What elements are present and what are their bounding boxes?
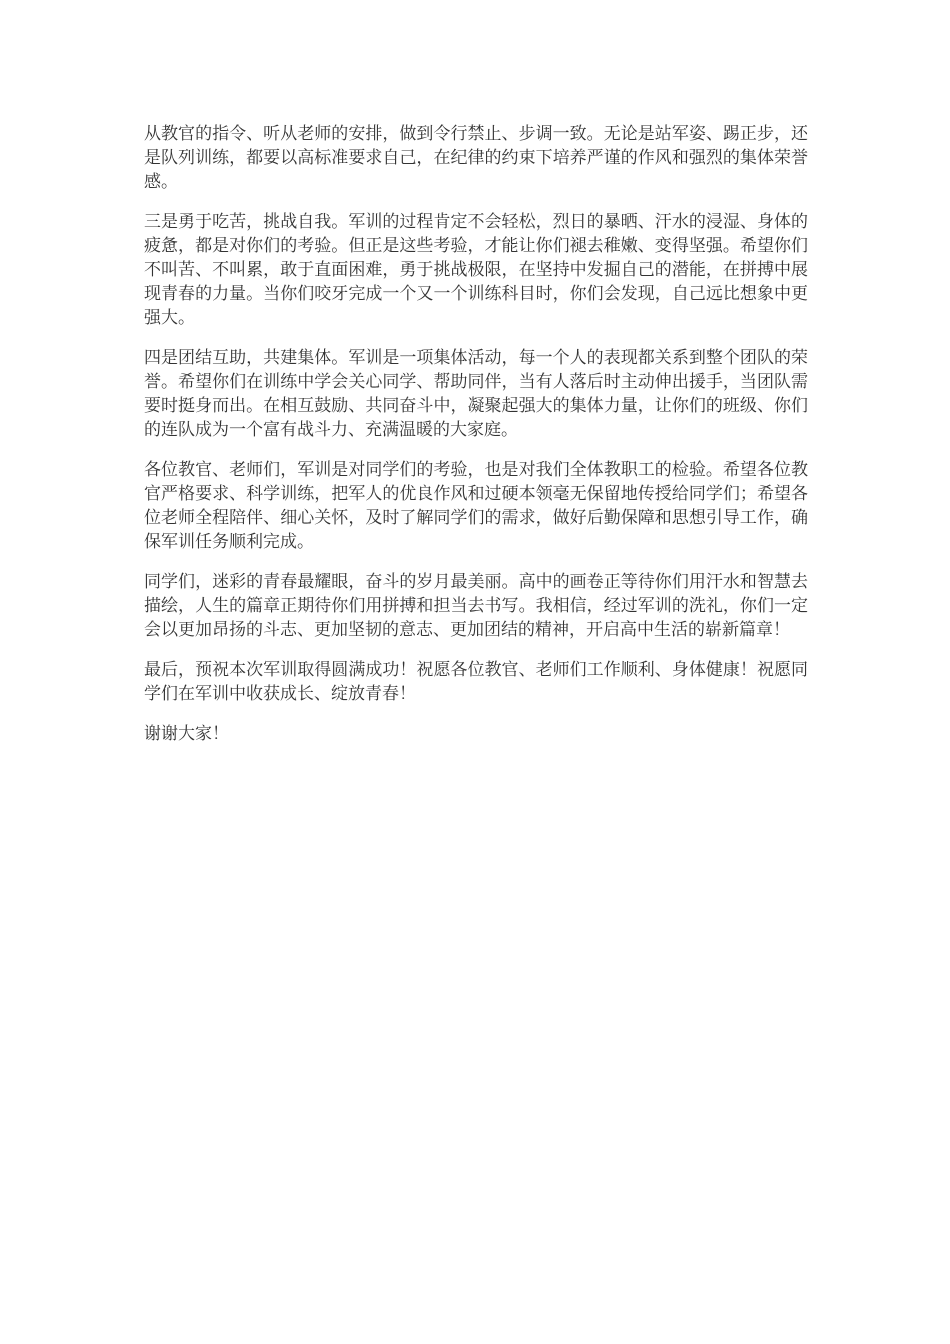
- paragraph-closing-wishes: 最后，预祝本次军训取得圆满成功！祝愿各位教官、老师们工作顺利、身体健康！祝愿同学们在军训中收获成长、绽放青春！: [144, 660, 808, 704]
- paragraph-students-encouragement: 同学们，迷彩的青春最耀眼，奋斗的岁月最美丽。高中的画卷正等待你们用汗水和智慧去描绘，人生的篇章正期待你们用拼搏和担当去书写。我相信，经过军训的洗礼，你们一定会以更加昂扬的斗志、更加坚韧的意志、更加团结的精神，开启高中生活的崭新篇章！: [144, 572, 808, 640]
- paragraph-teamwork: 四是团结互助，共建集体。军训是一项集体活动，每一个人的表现都关系到整个团队的荣誉。希望你们在训练中学会关心同学、帮助同伴，当有人落后时主动伸出援手，当团队需要时挺身而出。在相互鼓励、共同奋斗中，凝聚起强大的集体力量，让你们的班级、你们的连队成为一个富有战斗力、充满温暖的大家庭。: [144, 348, 808, 440]
- paragraph-hardship: 三是勇于吃苦，挑战自我。军训的过程肯定不会轻松，烈日的暴晒、汗水的浸湿、身体的疲惫，都是对你们的考验。但正是这些考验，才能让你们褪去稚嫩、变得坚强。希望你们不叫苦、不叫累，敢于直面困难，勇于挑战极限，在坚持中发掘自己的潜能，在拼搏中展现青春的力量。当你们咬牙完成一个又一个训练科目时，你们会发现，自己远比想象中更强大。: [144, 212, 808, 328]
- paragraph-discipline-continued: 从教官的指令、听从老师的安排，做到令行禁止、步调一致。无论是站军姿、踢正步，还是队列训练，都要以高标准要求自己，在纪律的约束下培养严谨的作风和强烈的集体荣誉感。: [144, 124, 808, 192]
- paragraph-instructors-teachers: 各位教官、老师们，军训是对同学们的考验，也是对我们全体教职工的检验。希望各位教官严格要求、科学训练，把军人的优良作风和过硬本领毫无保留地传授给同学们；希望各位老师全程陪伴、细心关怀，及时了解同学们的需求，做好后勤保障和思想引导工作，确保军训任务顺利完成。: [144, 460, 808, 552]
- paragraph-thanks: 谢谢大家！: [144, 724, 229, 744]
- document-body: [144, 122, 808, 762]
